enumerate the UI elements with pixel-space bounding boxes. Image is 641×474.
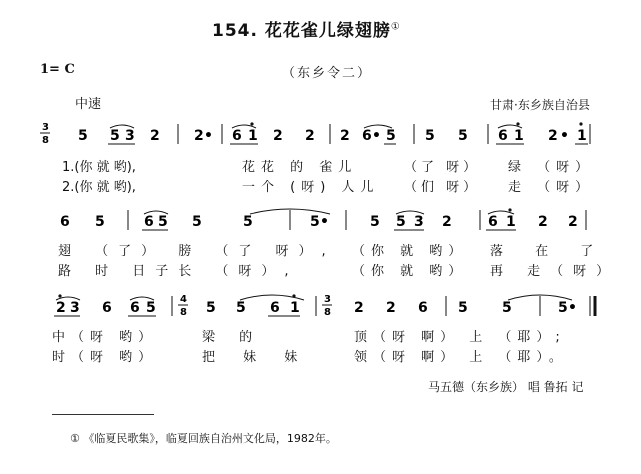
note: 2 bbox=[442, 214, 452, 230]
note: 3 bbox=[414, 214, 424, 230]
note: 2 bbox=[354, 300, 364, 316]
note: 5 bbox=[370, 214, 380, 230]
note: 5 bbox=[78, 128, 88, 144]
note: 5 bbox=[95, 214, 105, 230]
note: 6 bbox=[60, 214, 70, 230]
note: 2 bbox=[150, 128, 160, 144]
note: 2 bbox=[194, 128, 204, 144]
note: 5 bbox=[458, 128, 468, 144]
song-title bbox=[212, 16, 401, 41]
note: 1 bbox=[290, 300, 300, 316]
footnote-marker: ① bbox=[390, 21, 401, 33]
note: 5 bbox=[396, 214, 406, 230]
time-sig-4-8: 4 bbox=[180, 294, 187, 305]
note: 6 bbox=[362, 128, 372, 144]
note: 2 bbox=[340, 128, 350, 144]
performer-credit: 马五德（东乡族） 唱 鲁拓 记 bbox=[428, 380, 584, 394]
note: 6 bbox=[130, 300, 140, 316]
note: 5 bbox=[458, 300, 468, 316]
footnote-rule bbox=[52, 414, 154, 415]
note: 3 bbox=[70, 300, 80, 316]
note: 5 bbox=[425, 128, 435, 144]
svg-text:•: • bbox=[372, 128, 381, 144]
svg-text:•: • bbox=[568, 300, 577, 316]
note: 1 bbox=[577, 128, 587, 144]
note: 1 bbox=[248, 128, 258, 144]
note: 5 bbox=[243, 214, 253, 230]
note: 3 bbox=[125, 128, 135, 144]
note: 6 bbox=[498, 128, 508, 144]
svg-text:8: 8 bbox=[180, 307, 187, 318]
note: 2 bbox=[386, 300, 396, 316]
tempo-marking: 中速 bbox=[75, 97, 102, 112]
svg-text:•: • bbox=[204, 128, 213, 144]
note: 5 bbox=[386, 128, 396, 144]
key-signature: 1= C bbox=[40, 62, 75, 77]
svg-text:8: 8 bbox=[324, 307, 331, 318]
note: 5 bbox=[310, 214, 320, 230]
footnote: ① 《临夏民歌集》，临夏回族自治州文化局，1982年。 bbox=[70, 432, 337, 445]
note: 6 bbox=[418, 300, 428, 316]
note: 1 bbox=[514, 128, 524, 144]
note: 6 bbox=[232, 128, 242, 144]
note: 2 bbox=[548, 128, 558, 144]
note: 5 bbox=[146, 300, 156, 316]
note: 5 bbox=[158, 214, 168, 230]
note: 5 bbox=[110, 128, 120, 144]
note: 6 bbox=[102, 300, 112, 316]
note: 2 bbox=[305, 128, 315, 144]
score-line-1 bbox=[0, 120, 641, 160]
region-label: 甘肃·东乡族自治县 bbox=[490, 98, 590, 112]
svg-text:•: • bbox=[560, 128, 569, 144]
time-sig-3-8-b: 3 bbox=[324, 294, 331, 305]
time-sig-3-8: 3 bbox=[42, 122, 49, 133]
svg-text:•: • bbox=[320, 214, 329, 230]
note: 1 bbox=[506, 214, 516, 230]
note: 6 bbox=[488, 214, 498, 230]
notation-line-1 bbox=[0, 120, 641, 160]
note: 5 bbox=[558, 300, 568, 316]
note: 6 bbox=[144, 214, 154, 230]
note: 6 bbox=[270, 300, 280, 316]
note: 5 bbox=[502, 300, 512, 316]
note: 5 bbox=[192, 214, 202, 230]
song-title-text: 154. 花花雀儿绿翅膀 bbox=[212, 21, 391, 41]
note: 2 bbox=[538, 214, 548, 230]
note: 5 bbox=[236, 300, 246, 316]
song-subtitle: （东乡令二） bbox=[282, 66, 373, 81]
note: 2 bbox=[273, 128, 283, 144]
note: 2 bbox=[56, 300, 66, 316]
note: 2 bbox=[568, 214, 578, 230]
svg-text:8: 8 bbox=[42, 135, 49, 146]
note: 5 bbox=[206, 300, 216, 316]
